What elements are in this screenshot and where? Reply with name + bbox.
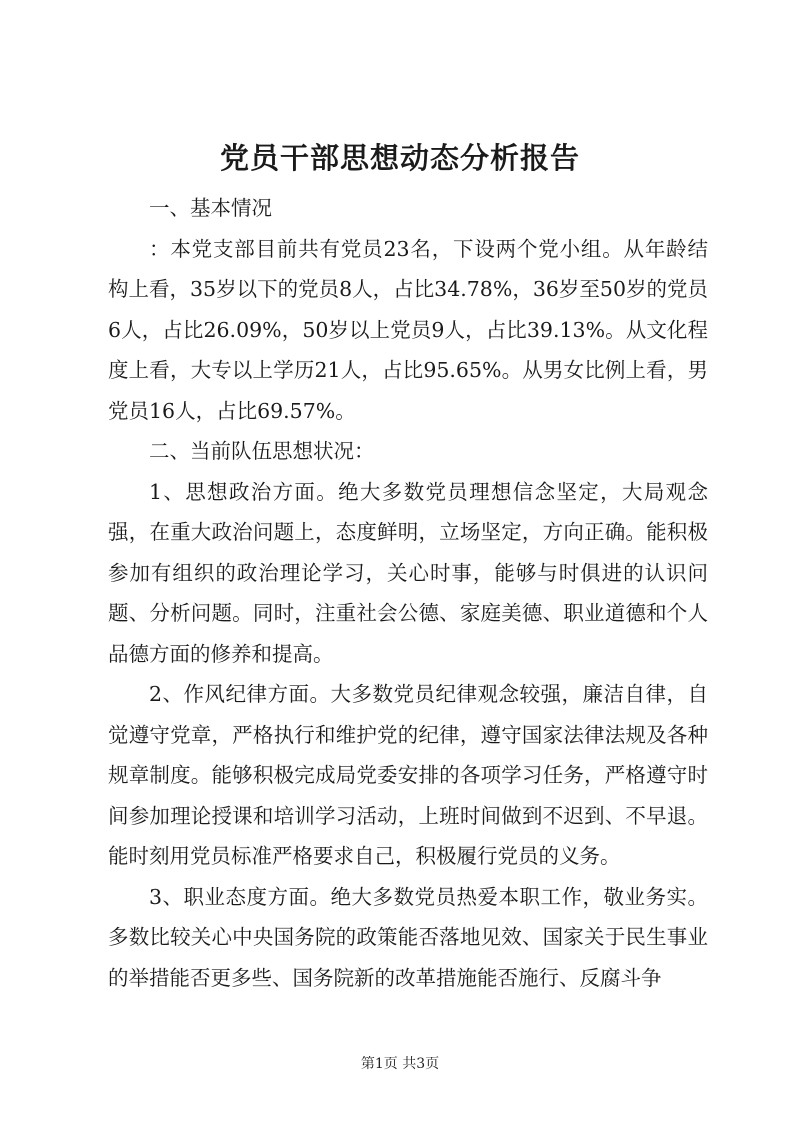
page-footer: 第1页 共3页 — [360, 1056, 440, 1072]
document-title: 党员干部思想动态分析报告 — [219, 141, 580, 175]
section-heading-thinking-status: 二、当前队伍思想状况： — [149, 439, 375, 463]
document-body — [108, 188, 708, 998]
paragraph-political-thought: 1、思想政治方面。绝大多数党员理想信念坚定，大局观念强，在重大政治问题上，态度鲜明，立场坚定，方向正确。能积极参加有组织的政治理论学习，关心时事，能够与时俱进的认识问题、分析问题。同时，注重社会公德、家庭美德、职业道德和个人品德方面的修养和提高。 — [108, 479, 708, 666]
paragraph-basic-info: ：本党支部目前共有党员23名，下设两个党小组。从年龄结构上看，35岁以下的党员8人，占比34.78%，36岁至50岁的党员6人，占比26.09%，50岁以上党员9人，占比39.13%。从文化程度上看，大专以上学历21人，占比95.65%。从男女比例上看，男党员16人，占比69.57%。 — [108, 236, 708, 423]
section-heading-basic-info: 一、基本情况 — [149, 196, 272, 220]
paragraph-discipline: 2、作风纪律方面。大多数党员纪律观念较强，廉洁自律，自觉遵守党章，严格执行和维护党的纪律，遵守国家法律法规及各种规章制度。能够积极完成局党委安排的各项学习任务，严格遵守时间参加理论授课和培训学习活动，上班时间做到不迟到、不早退。能时刻用党员标准严格要求自己，积极履行党员的义务。 — [108, 682, 708, 868]
paragraph-work-attitude: 3、职业态度方面。绝大多数党员热爱本职工作，敬业务实。多数比较关心中央国务院的政策能否落地见效、国家关于民生事业的举措能否更多些、国务院新的改革措施能否施行、反腐斗争 — [108, 884, 708, 990]
